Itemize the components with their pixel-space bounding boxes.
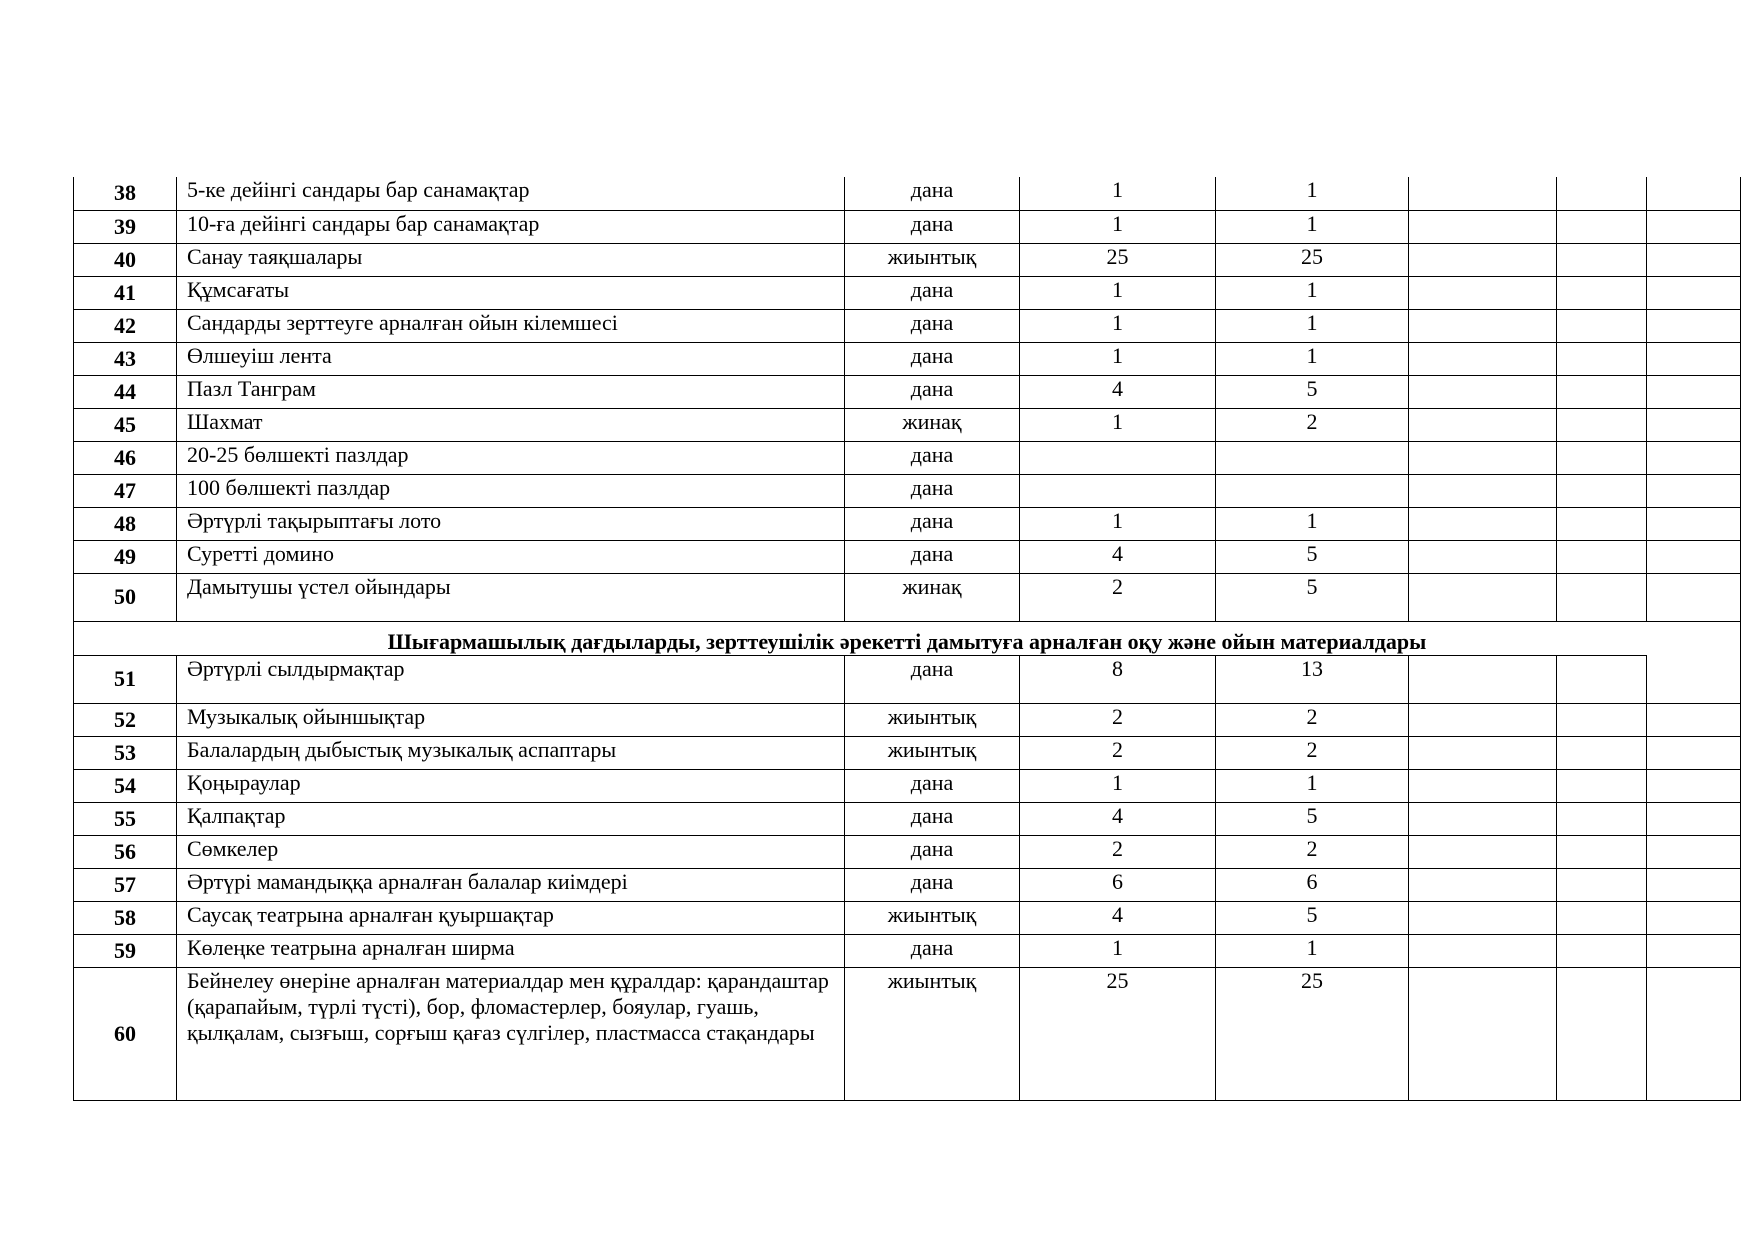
- quantity-cell: 1: [1020, 309, 1216, 342]
- empty-cell: [1409, 703, 1557, 736]
- quantity-cell: 1: [1020, 507, 1216, 540]
- empty-cell: [1647, 934, 1741, 967]
- empty-cell: [1557, 868, 1647, 901]
- item-name: Әртүрлі тақырыптағы лото: [177, 507, 845, 540]
- empty-cell: [1409, 901, 1557, 934]
- unit-cell: дана: [845, 540, 1020, 573]
- empty-cell: [1557, 408, 1647, 441]
- quantity-cell: [1020, 441, 1216, 474]
- unit-cell: жиынтық: [845, 243, 1020, 276]
- empty-cell: [1557, 276, 1647, 309]
- quantity-cell: [1020, 474, 1216, 507]
- table-row: [74, 573, 1741, 621]
- unit-cell: дана: [845, 802, 1020, 835]
- empty-cell: [1557, 342, 1647, 375]
- quantity-cell: 5: [1216, 375, 1409, 408]
- empty-cell: [1409, 769, 1557, 802]
- quantity-cell: 1: [1020, 177, 1216, 210]
- unit-cell: жинақ: [845, 573, 1020, 621]
- empty-cell: [1557, 573, 1647, 621]
- row-number: 60: [74, 967, 177, 1100]
- empty-cell: [1409, 934, 1557, 967]
- quantity-cell: 1: [1020, 408, 1216, 441]
- unit-cell: жиынтық: [845, 967, 1020, 1100]
- empty-cell: [1409, 309, 1557, 342]
- quantity-cell: 4: [1020, 901, 1216, 934]
- empty-cell: [1557, 243, 1647, 276]
- quantity-cell: 5: [1216, 540, 1409, 573]
- empty-cell: [1409, 243, 1557, 276]
- empty-cell: [1409, 507, 1557, 540]
- table-row: [74, 177, 1741, 210]
- unit-cell: дана: [845, 177, 1020, 210]
- table-row: [74, 309, 1741, 342]
- empty-cell: [1409, 802, 1557, 835]
- quantity-cell: 1: [1216, 309, 1409, 342]
- empty-cell: [1409, 276, 1557, 309]
- empty-cell: [1557, 736, 1647, 769]
- unit-cell: дана: [845, 210, 1020, 243]
- table-row: [74, 835, 1741, 868]
- table-row: [74, 507, 1741, 540]
- row-number: 57: [74, 868, 177, 901]
- quantity-cell: 2: [1216, 736, 1409, 769]
- empty-cell: [1647, 243, 1741, 276]
- unit-cell: жиынтық: [845, 703, 1020, 736]
- empty-cell: [1557, 309, 1647, 342]
- unit-cell: дана: [845, 655, 1020, 703]
- unit-cell: дана: [845, 769, 1020, 802]
- empty-cell: [1409, 177, 1557, 210]
- row-number: 41: [74, 276, 177, 309]
- unit-cell: жиынтық: [845, 736, 1020, 769]
- empty-cell: [1647, 901, 1741, 934]
- table-row: [74, 474, 1741, 507]
- table-row: [74, 802, 1741, 835]
- quantity-cell: 1: [1020, 769, 1216, 802]
- row-number: 38: [74, 177, 177, 210]
- empty-cell: [1647, 210, 1741, 243]
- empty-cell: [1409, 441, 1557, 474]
- item-name: 5-ке дейінгі сандары бар санамақтар: [177, 177, 845, 210]
- quantity-cell: 1: [1020, 210, 1216, 243]
- row-number: 52: [74, 703, 177, 736]
- row-number: 58: [74, 901, 177, 934]
- row-number: 40: [74, 243, 177, 276]
- quantity-cell: 1: [1216, 342, 1409, 375]
- empty-cell: [1647, 736, 1741, 769]
- empty-cell: [1647, 507, 1741, 540]
- row-number: 54: [74, 769, 177, 802]
- unit-cell: дана: [845, 375, 1020, 408]
- unit-cell: дана: [845, 507, 1020, 540]
- empty-cell: [1647, 703, 1741, 736]
- quantity-cell: 2: [1020, 573, 1216, 621]
- empty-cell: [1409, 210, 1557, 243]
- table-row: [74, 934, 1741, 967]
- empty-cell: [1557, 507, 1647, 540]
- section-heading-row: [74, 621, 1741, 655]
- row-number: 39: [74, 210, 177, 243]
- table-row: [74, 736, 1741, 769]
- item-name: 100 бөлшекті пазлдар: [177, 474, 845, 507]
- quantity-cell: 6: [1020, 868, 1216, 901]
- empty-cell: [1557, 441, 1647, 474]
- empty-cell: [1409, 967, 1557, 1100]
- quantity-cell: 25: [1216, 243, 1409, 276]
- empty-cell: [1557, 210, 1647, 243]
- item-name: Санау таяқшалары: [177, 243, 845, 276]
- quantity-cell: 4: [1020, 802, 1216, 835]
- unit-cell: дана: [845, 868, 1020, 901]
- quantity-cell: 5: [1216, 901, 1409, 934]
- empty-cell: [1557, 769, 1647, 802]
- quantity-cell: 25: [1020, 967, 1216, 1100]
- item-name: Көлеңке театрына арналған ширма: [177, 934, 845, 967]
- quantity-cell: 2: [1020, 703, 1216, 736]
- item-name: Әртүрі мамандыққа арналған балалар киімдері: [177, 868, 845, 901]
- unit-cell: дана: [845, 441, 1020, 474]
- quantity-cell: 5: [1216, 802, 1409, 835]
- empty-cell: [1557, 474, 1647, 507]
- quantity-cell: 1: [1216, 507, 1409, 540]
- empty-cell: [1557, 934, 1647, 967]
- table-row: [74, 210, 1741, 243]
- table-row: [74, 868, 1741, 901]
- item-name: Әртүрлі сылдырмақтар: [177, 655, 845, 703]
- row-number: 48: [74, 507, 177, 540]
- empty-cell: [1557, 540, 1647, 573]
- empty-cell: [1647, 802, 1741, 835]
- empty-cell: [1647, 342, 1741, 375]
- row-number: 56: [74, 835, 177, 868]
- empty-cell: [1409, 375, 1557, 408]
- table-row: [74, 441, 1741, 474]
- quantity-cell: 1: [1020, 276, 1216, 309]
- table-row: [74, 703, 1741, 736]
- empty-cell: [1557, 967, 1647, 1100]
- empty-cell: [1647, 835, 1741, 868]
- table-row: [74, 540, 1741, 573]
- unit-cell: дана: [845, 342, 1020, 375]
- item-name: Балалардың дыбыстық музыкалық аспаптары: [177, 736, 845, 769]
- unit-cell: дана: [845, 934, 1020, 967]
- quantity-cell: 2: [1216, 408, 1409, 441]
- empty-cell: [1557, 655, 1647, 703]
- row-number: 59: [74, 934, 177, 967]
- item-name: Сандарды зерттеуге арналған ойын кілемшесі: [177, 309, 845, 342]
- empty-cell: [1647, 655, 1741, 703]
- empty-cell: [1557, 375, 1647, 408]
- quantity-cell: 1: [1216, 177, 1409, 210]
- inventory-table: [73, 177, 1741, 1101]
- empty-cell: [1409, 342, 1557, 375]
- quantity-cell: [1216, 474, 1409, 507]
- row-number: 50: [74, 573, 177, 621]
- empty-cell: [1409, 474, 1557, 507]
- quantity-cell: 2: [1216, 835, 1409, 868]
- row-number: 49: [74, 540, 177, 573]
- table-row: [74, 243, 1741, 276]
- quantity-cell: [1216, 441, 1409, 474]
- empty-cell: [1557, 835, 1647, 868]
- quantity-cell: 2: [1216, 703, 1409, 736]
- table-row: [74, 967, 1741, 1100]
- empty-cell: [1557, 802, 1647, 835]
- unit-cell: дана: [845, 474, 1020, 507]
- table-row: [74, 276, 1741, 309]
- quantity-cell: 8: [1020, 655, 1216, 703]
- unit-cell: жиынтық: [845, 901, 1020, 934]
- empty-cell: [1647, 441, 1741, 474]
- unit-cell: дана: [845, 276, 1020, 309]
- row-number: 51: [74, 655, 177, 703]
- quantity-cell: 1: [1216, 769, 1409, 802]
- empty-cell: [1647, 540, 1741, 573]
- item-name: Бейнелеу өнеріне арналған материалдар мен құралдар: қарандаштар (қарапайым, түрлі түсті), бор, фломастерлер, бояулар, гуашь, қылқалам, сызғыш, сорғыш қағаз сүлгілер, пластмасса стақандары: [177, 967, 845, 1100]
- quantity-cell: 1: [1216, 210, 1409, 243]
- empty-cell: [1557, 901, 1647, 934]
- item-name: 10-ға дейінгі сандары бар санамақтар: [177, 210, 845, 243]
- empty-cell: [1557, 703, 1647, 736]
- empty-cell: [1647, 177, 1741, 210]
- quantity-cell: 25: [1216, 967, 1409, 1100]
- empty-cell: [1409, 736, 1557, 769]
- quantity-cell: 4: [1020, 540, 1216, 573]
- empty-cell: [1557, 177, 1647, 210]
- quantity-cell: 13: [1216, 655, 1409, 703]
- empty-cell: [1409, 655, 1557, 703]
- unit-cell: дана: [845, 309, 1020, 342]
- table-row: [74, 901, 1741, 934]
- empty-cell: [1647, 474, 1741, 507]
- quantity-cell: 1: [1216, 276, 1409, 309]
- quantity-cell: 5: [1216, 573, 1409, 621]
- row-number: 42: [74, 309, 177, 342]
- empty-cell: [1647, 868, 1741, 901]
- item-name: Музыкалық ойыншықтар: [177, 703, 845, 736]
- row-number: 53: [74, 736, 177, 769]
- item-name: Шахмат: [177, 408, 845, 441]
- item-name: Саусақ театрына арналған қуыршақтар: [177, 901, 845, 934]
- row-number: 44: [74, 375, 177, 408]
- empty-cell: [1647, 276, 1741, 309]
- table-row: [74, 655, 1741, 703]
- table-row: [74, 342, 1741, 375]
- item-name: 20-25 бөлшекті пазлдар: [177, 441, 845, 474]
- quantity-cell: 25: [1020, 243, 1216, 276]
- table-row: [74, 375, 1741, 408]
- row-number: 55: [74, 802, 177, 835]
- quantity-cell: 1: [1020, 342, 1216, 375]
- unit-cell: дана: [845, 835, 1020, 868]
- quantity-cell: 4: [1020, 375, 1216, 408]
- empty-cell: [1647, 967, 1741, 1100]
- item-name: Сөмкелер: [177, 835, 845, 868]
- item-name: Қоңыраулар: [177, 769, 845, 802]
- item-name: Дамытушы үстел ойындары: [177, 573, 845, 621]
- item-name: Өлшеуіш лента: [177, 342, 845, 375]
- row-number: 47: [74, 474, 177, 507]
- item-name: Қалпақтар: [177, 802, 845, 835]
- empty-cell: [1647, 309, 1741, 342]
- quantity-cell: 6: [1216, 868, 1409, 901]
- empty-cell: [1647, 769, 1741, 802]
- row-number: 46: [74, 441, 177, 474]
- item-name: Құмсағаты: [177, 276, 845, 309]
- quantity-cell: 1: [1020, 934, 1216, 967]
- item-name: Суретті домино: [177, 540, 845, 573]
- quantity-cell: 2: [1020, 736, 1216, 769]
- row-number: 45: [74, 408, 177, 441]
- item-name: Пазл Танграм: [177, 375, 845, 408]
- table-row: [74, 408, 1741, 441]
- table-row: [74, 769, 1741, 802]
- empty-cell: [1409, 540, 1557, 573]
- row-number: 43: [74, 342, 177, 375]
- empty-cell: [1409, 573, 1557, 621]
- unit-cell: жинақ: [845, 408, 1020, 441]
- table-body: [74, 177, 1741, 1100]
- empty-cell: [1647, 375, 1741, 408]
- empty-cell: [1647, 408, 1741, 441]
- section-heading: Шығармашылық дағдыларды, зерттеушілік әрекетті дамытуға арналған оқу және ойын материалдары: [74, 621, 1741, 655]
- empty-cell: [1409, 835, 1557, 868]
- quantity-cell: 2: [1020, 835, 1216, 868]
- empty-cell: [1647, 573, 1741, 621]
- empty-cell: [1409, 868, 1557, 901]
- quantity-cell: 1: [1216, 934, 1409, 967]
- empty-cell: [1409, 408, 1557, 441]
